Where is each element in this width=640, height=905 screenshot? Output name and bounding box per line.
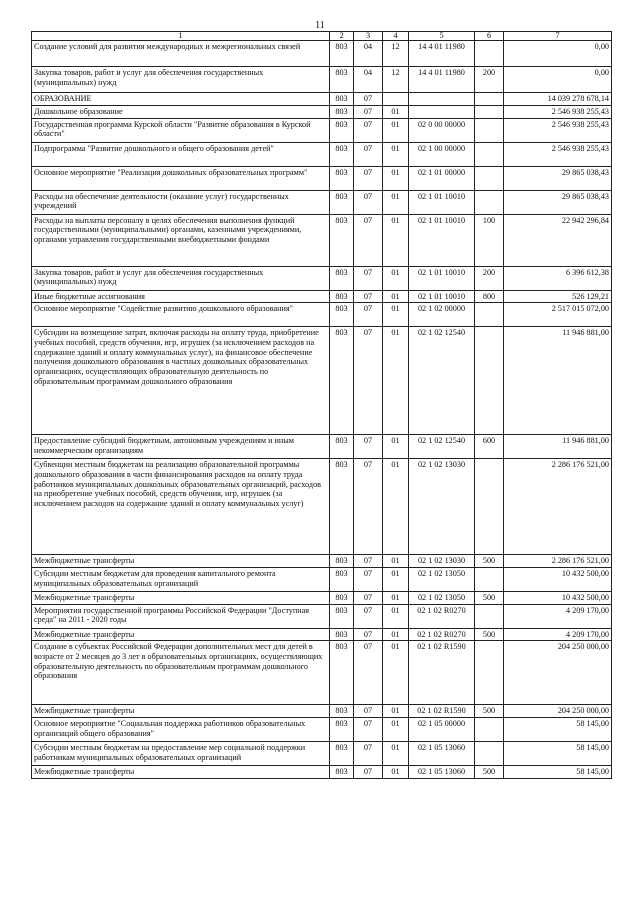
row-section: 07 xyxy=(354,166,383,190)
row-grbs: 803 xyxy=(330,705,354,718)
row-amount: 10 432 500,00 xyxy=(504,591,612,604)
row-target-article: 02 1 02 R0270 xyxy=(409,604,475,628)
row-expense-type: 500 xyxy=(475,705,504,718)
row-grbs: 803 xyxy=(330,190,354,214)
row-grbs: 803 xyxy=(330,67,354,93)
row-grbs: 803 xyxy=(330,214,354,266)
row-target-article: 02 1 05 00000 xyxy=(409,717,475,741)
table-row xyxy=(32,765,612,778)
row-target-article: 02 1 02 13030 xyxy=(409,459,475,555)
row-expense-type xyxy=(475,303,504,327)
row-expense-type xyxy=(475,741,504,765)
row-name: Субсидии местным бюджетам для проведения капитального ремонта муниципальных образовательных организаций xyxy=(32,567,330,591)
row-section: 07 xyxy=(354,435,383,459)
row-expense-type xyxy=(475,93,504,106)
row-amount: 6 396 612,38 xyxy=(504,266,612,290)
row-section: 07 xyxy=(354,118,383,142)
row-grbs: 803 xyxy=(330,555,354,568)
row-amount: 22 942 296,84 xyxy=(504,214,612,266)
row-section: 07 xyxy=(354,628,383,641)
row-section: 07 xyxy=(354,555,383,568)
row-subsection: 01 xyxy=(383,741,409,765)
row-grbs: 803 xyxy=(330,41,354,67)
table-row xyxy=(32,266,612,290)
row-subsection: 01 xyxy=(383,604,409,628)
row-target-article: 02 1 02 R1590 xyxy=(409,641,475,705)
row-name: Основное мероприятие "Содействие развитию дошкольного образования" xyxy=(32,303,330,327)
row-grbs: 803 xyxy=(330,604,354,628)
row-name: Расходы на обеспечение деятельности (оказание услуг) государственных учреждений xyxy=(32,190,330,214)
row-name: Подпрограмма "Развитие дошкольного и общего образования детей" xyxy=(32,142,330,166)
row-target-article: 14 4 01 11980 xyxy=(409,67,475,93)
row-name: Закупка товаров, работ и услуг для обеспечения государственных (муниципальных) нужд xyxy=(32,266,330,290)
row-target-article xyxy=(409,93,475,106)
row-amount: 204 250 000,00 xyxy=(504,705,612,718)
table-row xyxy=(32,190,612,214)
row-expense-type xyxy=(475,190,504,214)
row-subsection: 01 xyxy=(383,591,409,604)
column-header: 6 xyxy=(475,32,504,41)
row-amount: 2 546 938 255,43 xyxy=(504,142,612,166)
row-name: Межбюджетные трансферты xyxy=(32,628,330,641)
column-header: 3 xyxy=(354,32,383,41)
row-target-article: 14 4 01 11980 xyxy=(409,41,475,67)
row-expense-type: 500 xyxy=(475,628,504,641)
row-amount: 58 145,00 xyxy=(504,717,612,741)
table-row xyxy=(32,641,612,705)
column-header: 7 xyxy=(504,32,612,41)
row-expense-type xyxy=(475,105,504,118)
row-target-article: 02 1 01 10010 xyxy=(409,190,475,214)
row-grbs: 803 xyxy=(330,641,354,705)
row-name: Предоставление субсидий бюджетным, автономным учреждениям и иным некоммерческим организациям xyxy=(32,435,330,459)
row-section: 07 xyxy=(354,142,383,166)
row-subsection: 01 xyxy=(383,459,409,555)
table-row xyxy=(32,567,612,591)
row-name: Основное мероприятие "Реализация дошкольных образовательных программ" xyxy=(32,166,330,190)
row-amount: 0,00 xyxy=(504,67,612,93)
row-section: 07 xyxy=(354,190,383,214)
row-grbs: 803 xyxy=(330,166,354,190)
row-name: ОБРАЗОВАНИЕ xyxy=(32,93,330,106)
row-grbs: 803 xyxy=(330,435,354,459)
row-subsection: 01 xyxy=(383,290,409,303)
table-row xyxy=(32,459,612,555)
row-section: 07 xyxy=(354,717,383,741)
row-expense-type xyxy=(475,142,504,166)
table-row xyxy=(32,327,612,435)
row-subsection: 01 xyxy=(383,105,409,118)
row-section: 07 xyxy=(354,641,383,705)
row-expense-type xyxy=(475,641,504,705)
row-grbs: 803 xyxy=(330,765,354,778)
row-target-article: 02 1 02 13050 xyxy=(409,591,475,604)
table-row xyxy=(32,604,612,628)
row-expense-type xyxy=(475,118,504,142)
row-section: 07 xyxy=(354,765,383,778)
row-amount: 4 209 170,00 xyxy=(504,628,612,641)
row-grbs: 803 xyxy=(330,105,354,118)
row-target-article: 02 0 00 00000 xyxy=(409,118,475,142)
row-section: 07 xyxy=(354,741,383,765)
table-row xyxy=(32,555,612,568)
row-section: 07 xyxy=(354,459,383,555)
row-expense-type: 500 xyxy=(475,555,504,568)
table-row xyxy=(32,717,612,741)
row-name: Иные бюджетные ассигнования xyxy=(32,290,330,303)
row-expense-type: 800 xyxy=(475,290,504,303)
row-target-article: 02 1 02 13050 xyxy=(409,567,475,591)
table-row xyxy=(32,435,612,459)
table-row xyxy=(32,214,612,266)
row-name: Субсидии на возмещение затрат, включая расходы на оплату труда, приобретение учебных пособий, средств обучения, игр, игрушек (за исключением расходов на содержание зданий и оплату коммунальных услуг), на финансовое обеспечение получения дошкольного образования в частных дошкольных образовательных организациях, осуществляющих образовательную деятельность по образовательным программам дошкольного образования xyxy=(32,327,330,435)
row-grbs: 803 xyxy=(330,142,354,166)
row-grbs: 803 xyxy=(330,717,354,741)
row-subsection: 01 xyxy=(383,266,409,290)
row-amount: 4 209 170,00 xyxy=(504,604,612,628)
table-row xyxy=(32,105,612,118)
row-amount: 2 286 176 521,00 xyxy=(504,555,612,568)
row-amount: 10 432 500,00 xyxy=(504,567,612,591)
row-section: 04 xyxy=(354,67,383,93)
row-grbs: 803 xyxy=(330,327,354,435)
row-grbs: 803 xyxy=(330,266,354,290)
row-expense-type xyxy=(475,567,504,591)
row-expense-type xyxy=(475,459,504,555)
row-grbs: 803 xyxy=(330,303,354,327)
row-subsection: 01 xyxy=(383,567,409,591)
row-expense-type: 500 xyxy=(475,765,504,778)
row-subsection: 01 xyxy=(383,628,409,641)
row-name: Межбюджетные трансферты xyxy=(32,765,330,778)
row-name: Межбюджетные трансферты xyxy=(32,591,330,604)
row-target-article: 02 1 02 13030 xyxy=(409,555,475,568)
row-target-article xyxy=(409,105,475,118)
row-name: Создание в субъектах Российской Федерации дополнительных мест для детей в возрасте от 2 месяцев до 3 лет в образовательных организациях, осуществляющих образовательную деятельность по образовательным программам дошкольного образования xyxy=(32,641,330,705)
row-subsection: 01 xyxy=(383,717,409,741)
row-amount: 58 145,00 xyxy=(504,765,612,778)
row-name: Расходы на выплаты персоналу в целях обеспечения выполнения функций государственными (муниципальными) органами, казенными учреждениями, органами управления государственными внебюджетными фондами xyxy=(32,214,330,266)
row-subsection: 01 xyxy=(383,166,409,190)
row-section: 07 xyxy=(354,214,383,266)
row-target-article: 02 1 01 00000 xyxy=(409,166,475,190)
row-amount: 2 286 176 521,00 xyxy=(504,459,612,555)
table-row xyxy=(32,303,612,327)
row-expense-type xyxy=(475,327,504,435)
row-section: 07 xyxy=(354,567,383,591)
row-section: 07 xyxy=(354,290,383,303)
table-row xyxy=(32,591,612,604)
row-subsection xyxy=(383,93,409,106)
row-target-article: 02 1 01 10010 xyxy=(409,290,475,303)
row-amount: 11 946 881,00 xyxy=(504,327,612,435)
row-grbs: 803 xyxy=(330,567,354,591)
row-name: Основное мероприятие "Социальная поддержка работников образовательных организаций общего образования" xyxy=(32,717,330,741)
table-row xyxy=(32,290,612,303)
row-expense-type: 200 xyxy=(475,67,504,93)
row-target-article: 02 1 02 R1590 xyxy=(409,705,475,718)
column-header: 1 xyxy=(32,32,330,41)
row-expense-type: 600 xyxy=(475,435,504,459)
table-row xyxy=(32,166,612,190)
row-grbs: 803 xyxy=(330,628,354,641)
header-row xyxy=(32,32,612,41)
row-amount: 0,00 xyxy=(504,41,612,67)
row-expense-type xyxy=(475,717,504,741)
row-expense-type: 100 xyxy=(475,214,504,266)
row-section: 07 xyxy=(354,93,383,106)
row-target-article: 02 1 02 R0270 xyxy=(409,628,475,641)
table-row xyxy=(32,741,612,765)
row-name: Субсидии местным бюджетам на предоставление мер социальной поддержки работникам муниципальных образовательных организаций xyxy=(32,741,330,765)
row-name: Межбюджетные трансферты xyxy=(32,555,330,568)
row-section: 07 xyxy=(354,303,383,327)
table-row xyxy=(32,628,612,641)
column-header: 2 xyxy=(330,32,354,41)
row-amount: 2 546 938 255,43 xyxy=(504,118,612,142)
row-subsection: 01 xyxy=(383,327,409,435)
row-amount: 2 546 938 255,43 xyxy=(504,105,612,118)
column-header: 4 xyxy=(383,32,409,41)
row-amount: 204 250 000,00 xyxy=(504,641,612,705)
table-row xyxy=(32,41,612,67)
row-name: Создание условий для развития международных и межрегиональных связей xyxy=(32,41,330,67)
row-subsection: 01 xyxy=(383,705,409,718)
row-subsection: 01 xyxy=(383,214,409,266)
row-subsection: 12 xyxy=(383,67,409,93)
column-header: 5 xyxy=(409,32,475,41)
row-subsection: 01 xyxy=(383,641,409,705)
row-subsection: 01 xyxy=(383,303,409,327)
row-subsection: 01 xyxy=(383,142,409,166)
row-amount: 29 865 038,43 xyxy=(504,166,612,190)
row-name: Субвенции местным бюджетам на реализацию образовательной программы дошкольного образования в части финансирования расходов на оплату труда работников муниципальных дошкольных образовательных организаций, расходов на приобретение учебных пособий, средств обучения, игр, игрушек (за исключением расходов на содержание зданий и оплату коммунальных услуг) xyxy=(32,459,330,555)
row-section: 07 xyxy=(354,266,383,290)
row-target-article: 02 1 01 10010 xyxy=(409,266,475,290)
row-section: 07 xyxy=(354,705,383,718)
budget-table xyxy=(31,31,612,779)
row-subsection: 01 xyxy=(383,435,409,459)
row-expense-type xyxy=(475,604,504,628)
row-amount: 58 145,00 xyxy=(504,741,612,765)
row-section: 04 xyxy=(354,41,383,67)
table-row xyxy=(32,705,612,718)
row-section: 07 xyxy=(354,327,383,435)
row-amount: 526 129,21 xyxy=(504,290,612,303)
table-row xyxy=(32,67,612,93)
row-subsection: 01 xyxy=(383,190,409,214)
table-row xyxy=(32,142,612,166)
row-subsection: 01 xyxy=(383,555,409,568)
table-row xyxy=(32,118,612,142)
row-subsection: 01 xyxy=(383,765,409,778)
row-target-article: 02 1 05 13060 xyxy=(409,765,475,778)
row-name: Межбюджетные трансферты xyxy=(32,705,330,718)
row-expense-type: 200 xyxy=(475,266,504,290)
row-name: Государственная программа Курской области "Развитие образования в Курской области" xyxy=(32,118,330,142)
row-expense-type: 500 xyxy=(475,591,504,604)
row-grbs: 803 xyxy=(330,93,354,106)
row-grbs: 803 xyxy=(330,741,354,765)
row-grbs: 803 xyxy=(330,290,354,303)
row-name: Дошкольное образование xyxy=(32,105,330,118)
row-grbs: 803 xyxy=(330,459,354,555)
row-target-article: 02 1 00 00000 xyxy=(409,142,475,166)
row-target-article: 02 1 02 12540 xyxy=(409,327,475,435)
table-row xyxy=(32,93,612,106)
row-expense-type xyxy=(475,166,504,190)
row-target-article: 02 1 05 13060 xyxy=(409,741,475,765)
row-grbs: 803 xyxy=(330,591,354,604)
row-target-article: 02 1 01 10010 xyxy=(409,214,475,266)
row-target-article: 02 1 02 12540 xyxy=(409,435,475,459)
row-target-article: 02 1 02 00000 xyxy=(409,303,475,327)
row-subsection: 12 xyxy=(383,41,409,67)
row-expense-type xyxy=(475,41,504,67)
row-amount: 2 517 015 072,00 xyxy=(504,303,612,327)
page-number: 11 xyxy=(315,20,325,31)
row-grbs: 803 xyxy=(330,118,354,142)
row-section: 07 xyxy=(354,591,383,604)
row-amount: 14 039 278 678,14 xyxy=(504,93,612,106)
row-subsection: 01 xyxy=(383,118,409,142)
row-section: 07 xyxy=(354,604,383,628)
row-name: Закупка товаров, работ и услуг для обеспечения государственных (муниципальных) нужд xyxy=(32,67,330,93)
row-name: Мероприятия государственной программы Российской Федерации "Доступная среда" на 2011 - 2020 годы xyxy=(32,604,330,628)
row-amount: 11 946 881,00 xyxy=(504,435,612,459)
row-amount: 29 865 038,43 xyxy=(504,190,612,214)
row-section: 07 xyxy=(354,105,383,118)
